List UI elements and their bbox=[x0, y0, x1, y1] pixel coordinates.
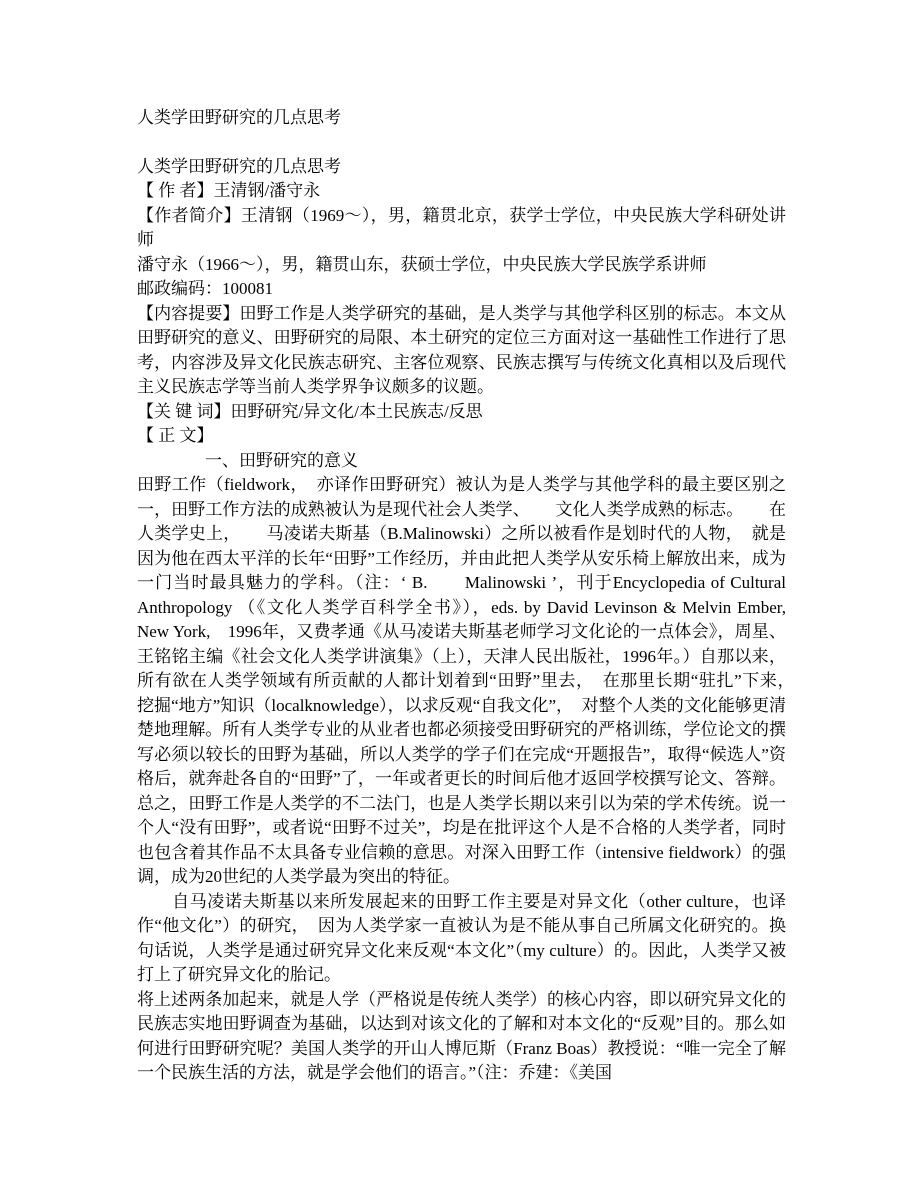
article-title: 人类学田野研究的几点思考 bbox=[137, 156, 341, 176]
author-bio-line-2: 潘守永（1966～），男，籍贯山东，获硕士学位，中央民族大学民族学系讲师 bbox=[137, 254, 707, 274]
body-paragraph-2: 自马凌诺夫斯基以来所发展起来的田野工作主要是对异文化（other culture，也译作“他文化”）的研究， 因为人类学家一直被认为是不能从事自己所属文化研究的。换句话说，人类学是通过研究异文化来反观“本文化”（my culture）的。因此，人类学又被打上了研究异文化的胎记。 bbox=[137, 891, 786, 984]
body-paragraph-1: 田野工作（fieldwork， 亦译作田野研究）被认为是人类学与其他学科的最主要区别之一，田野工作方法的成熟被认为是现代社会人类学、 文化人类学成熟的标志。 在人类学史上， 马凌诺夫斯基（B.Malinowski）之所以被看作是划时代的人物， 就是因为他在西太平洋的长年“田野”工作经历，并由此把人类学从安乐椅上解放出来，成为一门当时最具魅力的学科。（注：‘ B. Malinowski ’，刊于Encyclopedia of Cultural Anthropology （《文化人类学百科学全书》），eds. by David Levinson & Melvin Ember, New York, 1996年，又费孝通《从马凌诺夫斯基老师学习文化论的一点体会》，周星、王铭铭主编《社会文化人类学讲演集》（上），天津人民出版社，1996年。）自那以来，所有欲在人类学领域有所贡献的人都计划着到“田野”里去， 在那里长期“驻扎”下来， 挖掘“地方”知识（localknowledge），以求反观“自我文化”， 对整个人类的文化能够更清楚地理解。所有人类学专业的从业者也都必须接受田野研究的严格训练，学位论文的撰写必须以较长的田野为基础，所以人类学的学子们在完成“开题报告”，取得“候选人”资格后，就奔赴各自的“田野”了，一年或者更长的时间后他才返回学校撰写论文、答辩。总之，田野工作是人类学的不二法门，也是人类学长期以来引以为荣的学术传统。说一个人“没有田野”，或者说“田野不过关”，均是在批评这个人是不合格的人类学者，同时也包含着其作品不太具备专业信赖的意思。对深入田野工作（intensive fieldwork）的强调，成为20世纪的人类学最为突出的特征。 bbox=[137, 475, 820, 886]
body-paragraph-3: 将上述两条加起来，就是人学（严格说是传统人类学）的核心内容，即以研究异文化的民族志实地田野调查为基础，以达到对该文化的了解和对本文化的“反观”目的。那么如何进行田野研究呢？美国人类学的开山人博厄斯（Franz Boas）教授说：“唯一完全了解一个民族生活的方法，就是学会他们的语言。”（注：乔建：《美国 bbox=[137, 989, 786, 1082]
authors-line: 【 作 者】王清钢/潘守永 bbox=[137, 181, 321, 200]
section-heading-1: 一、田野研究的意义 bbox=[137, 450, 358, 470]
keywords-line: 【关 键 词】田野研究/异文化/本土民族志/反思 bbox=[137, 401, 483, 421]
body-label: 【 正 文】 bbox=[137, 426, 214, 445]
postal-code-line: 邮政编码：100081 bbox=[137, 279, 273, 298]
abstract-paragraph: 【内容提要】田野工作是人类学研究的基础，是人类学与其他学科区别的标志。本文从田野研究的意义、田野研究的局限、本土研究的定位三方面对这一基础性工作进行了思考，内容涉及异文化民族志研究、主客位观察、民族志撰写与传统文化真相以及后现代主义民族志学等当前人类学界争议颇多的议题。 bbox=[137, 303, 786, 396]
author-bio-line-1: 【作者简介】王清钢（1969～），男，籍贯北京，获学士学位，中央民族大学科研处讲师 bbox=[137, 205, 786, 249]
page-title: 人类学田野研究的几点思考 bbox=[137, 108, 341, 127]
